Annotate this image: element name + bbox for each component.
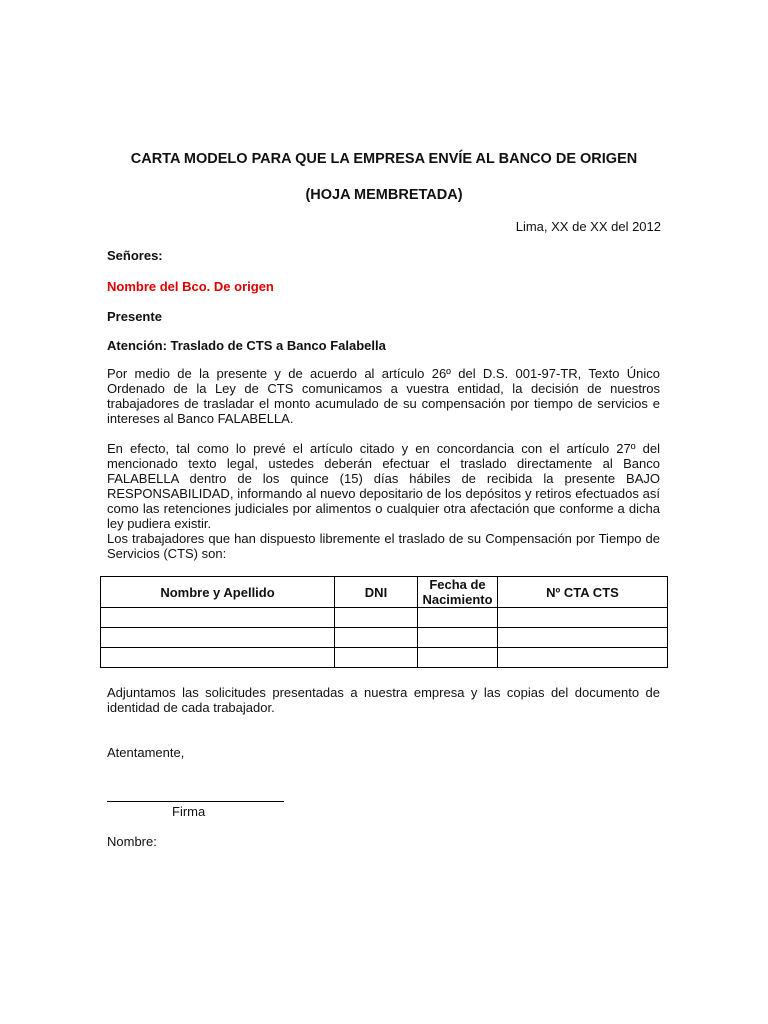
document-title: CARTA MODELO PARA QUE LA EMPRESA ENVÍE AL BANCO DE ORIGEN	[130, 151, 638, 167]
letter-date: Lima, XX de XX del 2012	[515, 219, 661, 234]
table-cell	[101, 648, 335, 668]
table-cell	[335, 628, 418, 648]
table-cell	[418, 628, 498, 648]
presente-line: Presente	[107, 309, 162, 324]
table-row	[101, 648, 668, 668]
table-cell	[335, 648, 418, 668]
attention-line: Atención: Traslado de CTS a Banco Falabella	[107, 338, 386, 353]
table-cell	[418, 608, 498, 628]
header-cta-cts: Nº CTA CTS	[498, 577, 668, 608]
workers-table	[100, 576, 668, 668]
name-label: Nombre:	[107, 834, 157, 849]
paragraph-intro: Por medio de la presente y de acuerdo al artículo 26º del D.S. 001-97-TR, Texto Único Ordenado de la Ley de CTS comunicamos a vuestra entidad, la decisión de nuestros trabajadores de trasladar el monto acumulado de su compensación por tiempo de servicios e intereses al Banco FALABELLA.	[107, 366, 660, 426]
table-cell	[498, 628, 668, 648]
document-subtitle: (HOJA MEMBRETADA)	[305, 187, 463, 203]
table-cell	[101, 628, 335, 648]
paragraph-attachments: Adjuntamos las solicitudes presentadas a nuestra empresa y las copias del documento de identidad de cada trabajador.	[107, 685, 660, 715]
signature-line	[107, 801, 284, 802]
salutation: Señores:	[107, 248, 163, 263]
closing: Atentamente,	[107, 745, 185, 760]
table-cell	[498, 608, 668, 628]
header-fecha-nacimiento: Fecha de Nacimiento	[418, 577, 498, 608]
header-dni: DNI	[335, 577, 418, 608]
table-cell	[101, 608, 335, 628]
table-row	[101, 628, 668, 648]
table-cell	[418, 648, 498, 668]
table-cell	[335, 608, 418, 628]
table-row	[101, 608, 668, 628]
header-nombre: Nombre y Apellido	[101, 577, 335, 608]
paragraph-legal: En efecto, tal como lo prevé el artículo citado y en concordancia con el artículo 27º del mencionado texto legal, ustedes deberán efectuar el traslado directamente al Banco FALABELLA dentro de los quince (15) días hábiles de recibida la presente BAJO RESPONSABILIDAD, informando al nuevo depositario de los depósitos y retiros efectuados así como las retenciones judiciales por alimentos o cualquier otra afectación que conforme a dicha ley pudiera existir.	[107, 441, 660, 531]
table-cell	[498, 648, 668, 668]
bank-name: Nombre del Bco. De origen	[107, 279, 274, 294]
signature-label: Firma	[172, 804, 206, 819]
paragraph-workers: Los trabajadores que han dispuesto libremente el traslado de su Compensación por Tiempo de Servicios (CTS) son:	[107, 531, 660, 561]
table-header-row	[101, 577, 668, 608]
